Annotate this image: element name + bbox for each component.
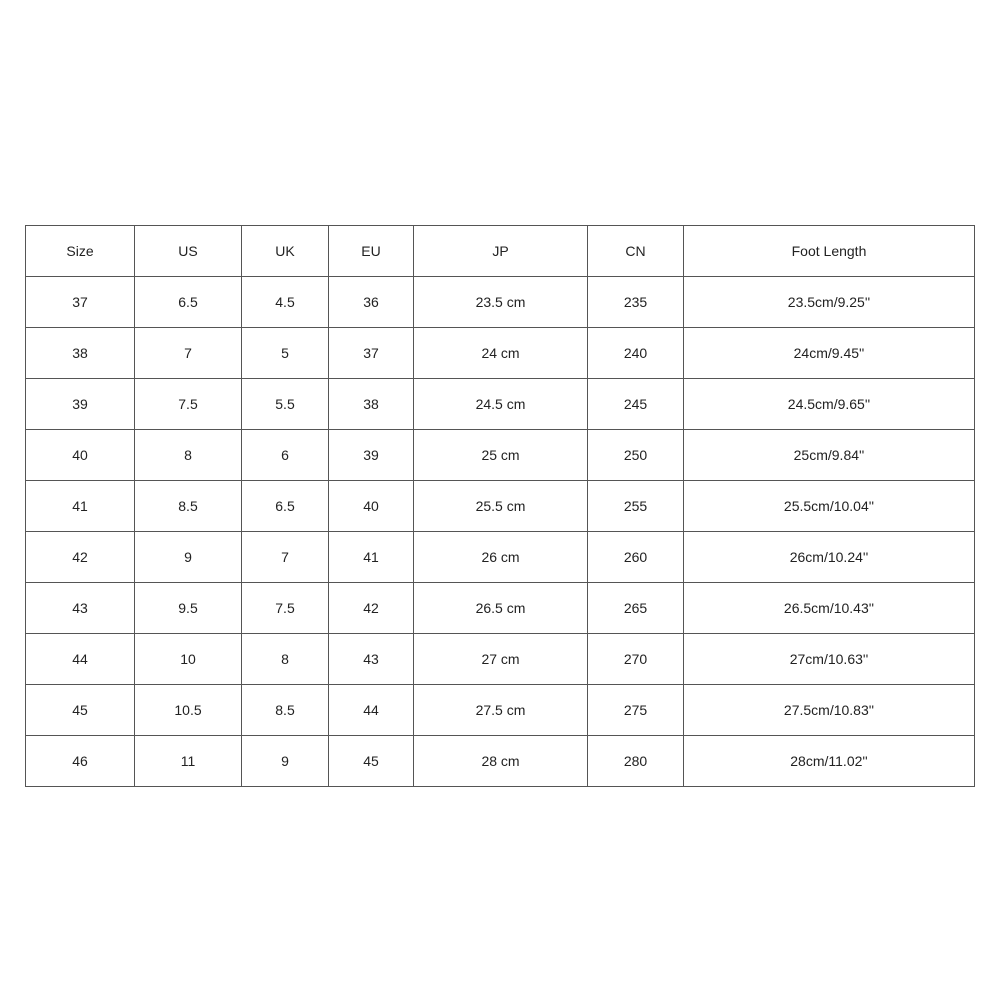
- cell-us: 10: [135, 634, 242, 685]
- cell-size: 42: [26, 532, 135, 583]
- cell-eu: 37: [329, 328, 414, 379]
- cell-eu: 43: [329, 634, 414, 685]
- table-row: [26, 736, 975, 787]
- header-row: [26, 226, 975, 277]
- table-header: [26, 226, 975, 277]
- cell-uk: 9: [242, 736, 329, 787]
- header-uk: UK: [242, 226, 329, 277]
- cell-eu: 45: [329, 736, 414, 787]
- cell-uk: 7.5: [242, 583, 329, 634]
- header-eu: EU: [329, 226, 414, 277]
- header-us: US: [135, 226, 242, 277]
- table-row: [26, 430, 975, 481]
- cell-cn: 240: [588, 328, 684, 379]
- table-row: [26, 328, 975, 379]
- cell-us: 7: [135, 328, 242, 379]
- cell-cn: 275: [588, 685, 684, 736]
- cell-foot-length: 23.5cm/9.25'': [684, 277, 975, 328]
- cell-eu: 41: [329, 532, 414, 583]
- header-foot-length: Foot Length: [684, 226, 975, 277]
- cell-foot-length: 26.5cm/10.43'': [684, 583, 975, 634]
- cell-size: 46: [26, 736, 135, 787]
- cell-uk: 5: [242, 328, 329, 379]
- cell-cn: 280: [588, 736, 684, 787]
- cell-jp: 23.5 cm: [414, 277, 588, 328]
- cell-foot-length: 26cm/10.24'': [684, 532, 975, 583]
- table-row: [26, 481, 975, 532]
- cell-jp: 27 cm: [414, 634, 588, 685]
- cell-us: 8: [135, 430, 242, 481]
- cell-us: 9: [135, 532, 242, 583]
- cell-cn: 270: [588, 634, 684, 685]
- cell-size: 45: [26, 685, 135, 736]
- cell-eu: 38: [329, 379, 414, 430]
- cell-foot-length: 24.5cm/9.65'': [684, 379, 975, 430]
- cell-jp: 25 cm: [414, 430, 588, 481]
- cell-eu: 40: [329, 481, 414, 532]
- cell-jp: 24.5 cm: [414, 379, 588, 430]
- cell-cn: 250: [588, 430, 684, 481]
- cell-jp: 25.5 cm: [414, 481, 588, 532]
- cell-foot-length: 24cm/9.45'': [684, 328, 975, 379]
- cell-us: 11: [135, 736, 242, 787]
- table-row: [26, 583, 975, 634]
- cell-cn: 265: [588, 583, 684, 634]
- cell-us: 6.5: [135, 277, 242, 328]
- cell-jp: 27.5 cm: [414, 685, 588, 736]
- cell-foot-length: 28cm/11.02'': [684, 736, 975, 787]
- cell-cn: 245: [588, 379, 684, 430]
- cell-foot-length: 25.5cm/10.04'': [684, 481, 975, 532]
- cell-jp: 24 cm: [414, 328, 588, 379]
- cell-uk: 7: [242, 532, 329, 583]
- cell-uk: 8.5: [242, 685, 329, 736]
- cell-us: 9.5: [135, 583, 242, 634]
- cell-uk: 4.5: [242, 277, 329, 328]
- cell-size: 40: [26, 430, 135, 481]
- cell-foot-length: 25cm/9.84'': [684, 430, 975, 481]
- table-row: [26, 379, 975, 430]
- table-row: [26, 634, 975, 685]
- cell-size: 37: [26, 277, 135, 328]
- size-chart-table: [25, 225, 975, 787]
- cell-us: 10.5: [135, 685, 242, 736]
- cell-cn: 260: [588, 532, 684, 583]
- cell-jp: 26.5 cm: [414, 583, 588, 634]
- cell-uk: 6.5: [242, 481, 329, 532]
- cell-size: 44: [26, 634, 135, 685]
- cell-eu: 36: [329, 277, 414, 328]
- cell-eu: 42: [329, 583, 414, 634]
- cell-jp: 26 cm: [414, 532, 588, 583]
- cell-size: 38: [26, 328, 135, 379]
- cell-size: 41: [26, 481, 135, 532]
- cell-jp: 28 cm: [414, 736, 588, 787]
- cell-cn: 235: [588, 277, 684, 328]
- cell-eu: 44: [329, 685, 414, 736]
- header-jp: JP: [414, 226, 588, 277]
- cell-cn: 255: [588, 481, 684, 532]
- cell-foot-length: 27cm/10.63'': [684, 634, 975, 685]
- cell-us: 7.5: [135, 379, 242, 430]
- header-size: Size: [26, 226, 135, 277]
- cell-uk: 5.5: [242, 379, 329, 430]
- table-row: [26, 532, 975, 583]
- cell-size: 39: [26, 379, 135, 430]
- header-cn: CN: [588, 226, 684, 277]
- cell-uk: 8: [242, 634, 329, 685]
- cell-size: 43: [26, 583, 135, 634]
- table-body: [26, 277, 975, 787]
- table-row: [26, 277, 975, 328]
- cell-foot-length: 27.5cm/10.83'': [684, 685, 975, 736]
- cell-us: 8.5: [135, 481, 242, 532]
- table-row: [26, 685, 975, 736]
- cell-eu: 39: [329, 430, 414, 481]
- cell-uk: 6: [242, 430, 329, 481]
